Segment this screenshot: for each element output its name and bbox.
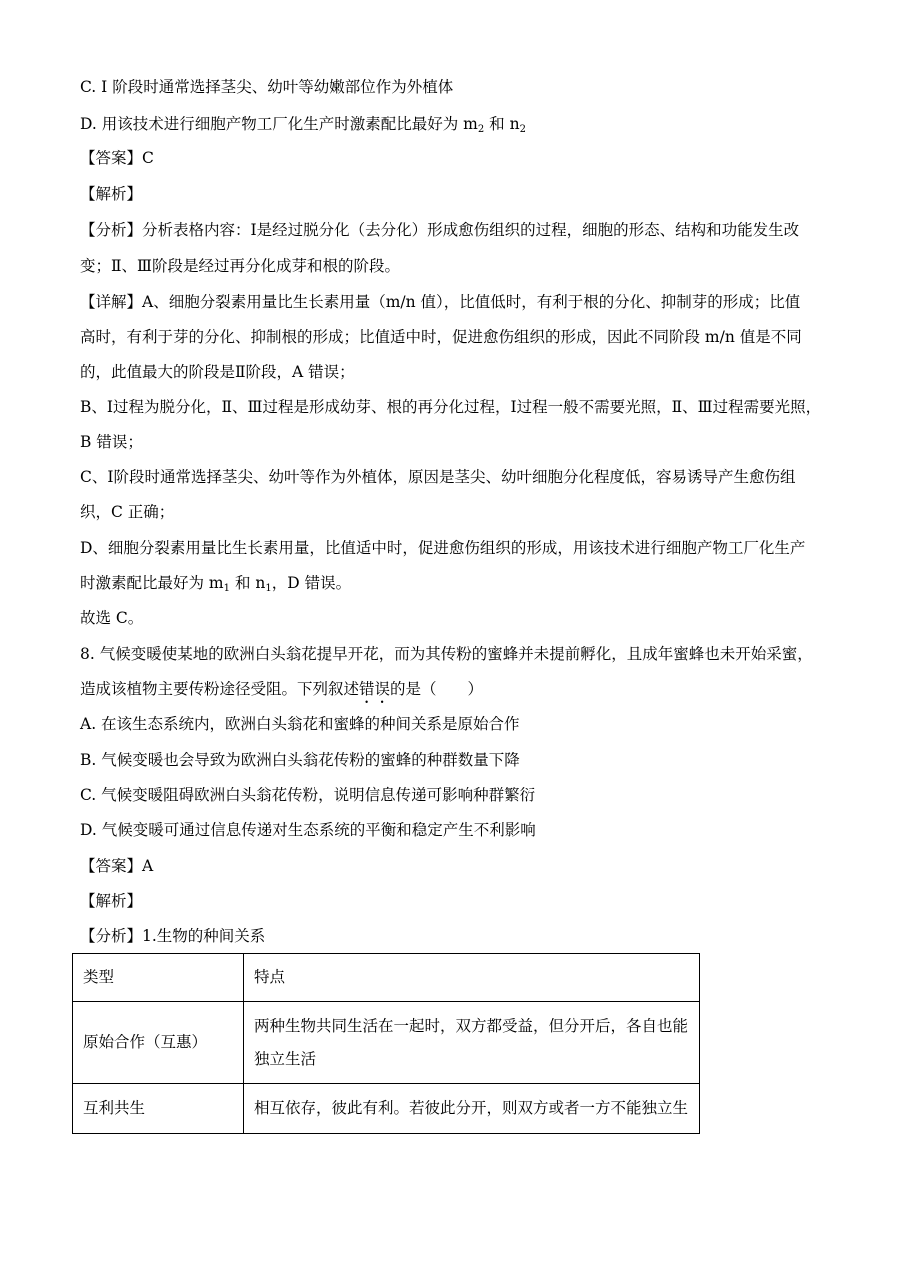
detail-paragraph-line: 织，C 正确； (80, 503, 175, 521)
species-relations-table (72, 953, 700, 1134)
table-row (73, 1084, 700, 1134)
q8-option-a: A. 在该生态系统内，欧洲白头翁花和蜜蜂的种间关系是原始合作 (80, 715, 520, 733)
q8-option-d: D. 气候变暖可通过信息传递对生态系统的平衡和稳定产生不利影响 (80, 821, 536, 839)
question-8-stem: 8. 气候变暖使某地的欧洲白头翁花提早开花，而为其传粉的蜜蜂并未提前孵化，且成年蜜蜂也未开始采蜜， (80, 645, 813, 663)
table-row (73, 1002, 700, 1084)
q8-analysis-intro: 【分析】1.生物的种间关系 (80, 927, 266, 945)
detail-paragraph-line: B、I过程为脱分化，Ⅱ、Ⅲ过程是形成幼芽、根的再分化过程，I过程一般不需要光照，Ⅱ、Ⅲ过程需要光照， (80, 398, 822, 416)
option-d-sub-m: 2 (477, 124, 485, 135)
table-cell-type: 原始合作（互惠） (73, 1002, 244, 1084)
emphasis-wrong: 错误 (359, 680, 391, 698)
stem-post: 的是（ ） (390, 680, 484, 698)
table-cell-feature (244, 1002, 700, 1084)
detail-d-mid: 和 n (230, 574, 266, 592)
detail-d-post: ，D 错误。 (271, 574, 352, 592)
detail-paragraph-line: D、细胞分裂素用量比生长素用量，比值适中时，促进愈伤组织的形成，用该技术进行细胞产物工厂化生产 (80, 539, 806, 557)
q8-option-c: C. 气候变暖阻碍欧洲白头翁花传粉，说明信息传递可影响种群繁衍 (80, 786, 536, 804)
detail-d-sub-n: 1 (265, 583, 272, 594)
q8-analysis-heading: 【解析】 (80, 892, 143, 910)
table-cell-feature-line: 两种生物共同生活在一起时，双方都受益，但分开后，各自也能 (254, 1016, 689, 1035)
answer-label: 【答案】C (80, 149, 154, 167)
detail-paragraph-line: C、I阶段时通常选择茎尖、幼叶等作为外植体，原因是茎尖、幼叶细胞分化程度低，容易诱导产生愈伤组 (80, 468, 796, 486)
conclusion-line: 故选 C。 (80, 609, 144, 627)
table-header-type: 类型 (73, 954, 244, 1002)
q8-answer-label: 【答案】A (80, 857, 154, 875)
table-cell-feature: 相互依存，彼此有利。若彼此分开，则双方或者一方不能独立生 (244, 1084, 700, 1134)
analysis-paragraph-line: 【分析】分析表格内容：I是经过脱分化（去分化）形成愈伤组织的过程，细胞的形态、结构和功能发生改 (80, 221, 800, 239)
detail-d-main: 时激素配比最好为 m (80, 574, 224, 592)
analysis-paragraph-line: 变；Ⅱ、Ⅲ阶段是经过再分化成芽和根的阶段。 (80, 257, 400, 275)
table-cell-feature-line: 独立生活 (254, 1049, 317, 1068)
table-cell-type: 互利共生 (73, 1084, 244, 1134)
q8-option-b: B. 气候变暖也会导致为欧洲白头翁花传粉的蜜蜂的种群数量下降 (80, 751, 520, 769)
question-8-stem-cont (80, 679, 483, 707)
option-c-text: C. I 阶段时通常选择茎尖、幼叶等幼嫩部位作为外植体 (80, 78, 454, 96)
option-d-main: D. 用该技术进行细胞产物工厂化生产时激素配比最好为 m (80, 115, 478, 133)
detail-d-sub-m: 1 (223, 583, 231, 594)
detail-paragraph-line: B 错误； (80, 433, 143, 451)
detail-paragraph-line: 【详解】A、细胞分裂素用量比生长素用量（m/n 值），比值低时，有利于根的分化、抑制芽的形成；比值 (80, 293, 801, 311)
detail-paragraph-line: 的，此值最大的阶段是Ⅱ阶段，A 错误； (80, 363, 355, 381)
table-header-row (73, 954, 700, 1002)
detail-paragraph-line: 高时，有利于芽的分化、抑制根的形成；比值适中时，促进愈伤组织的形成，因此不同阶段 m/n 值是不同 (80, 328, 802, 346)
detail-paragraph-line (80, 573, 351, 593)
analysis-heading: 【解析】 (80, 185, 143, 203)
option-d-sub-n: 2 (519, 124, 526, 135)
option-d-mid: 和 n (484, 115, 520, 133)
table-header-feature: 特点 (244, 954, 700, 1002)
stem-pre: 造成该植物主要传粉途径受阻。下列叙述 (80, 680, 360, 698)
option-d-text (80, 114, 526, 134)
